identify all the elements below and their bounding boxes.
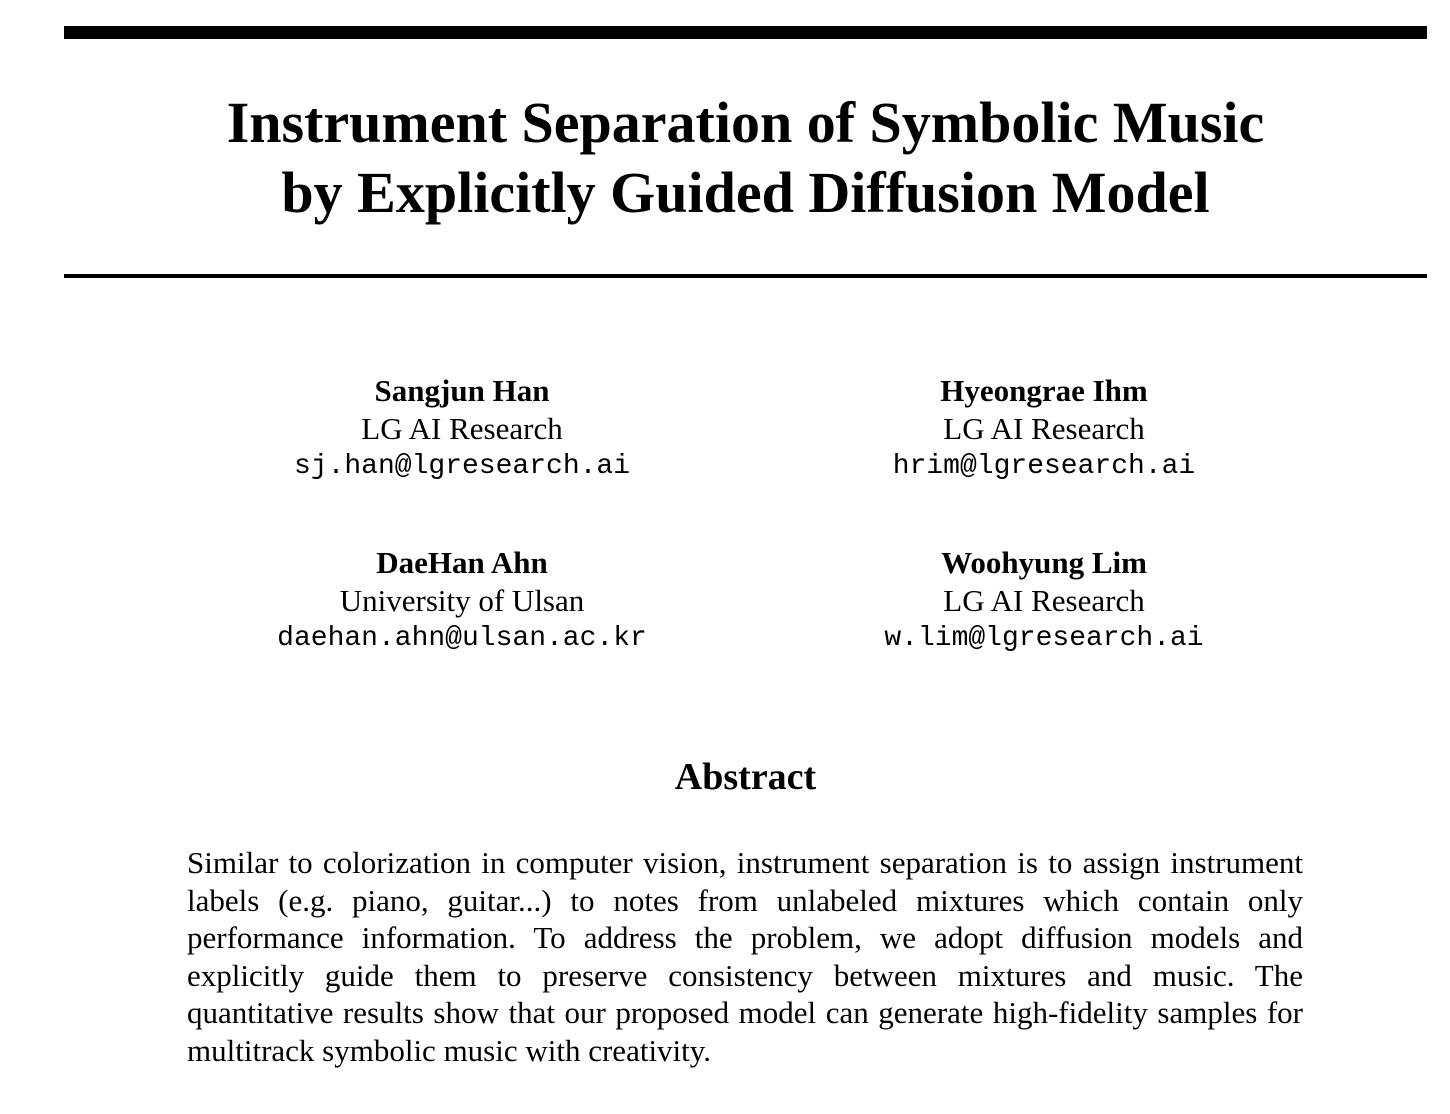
title-top-rule [64, 26, 1427, 39]
author-email: hrim@lgresearch.ai [892, 451, 1196, 482]
author-affiliation: LG AI Research [943, 411, 1145, 446]
paper-title-line-1: Instrument Separation of Symbolic Music [226, 90, 1265, 155]
paper-title [64, 88, 1427, 228]
abstract-text: Similar to colorization in computer vision, instrument separation is to assign instrument labels (e.g. piano, guitar...) to notes from unlabeled mixtures which contain only performance information. To address the problem, we adopt diffusion models and explicitly guide them to preserve consistency between mixtures and music. The quantitative results show that our proposed model can generate high-fidelity samples for multitrack symbolic music with creativity. [187, 845, 1303, 1068]
author-email: sj.han@lgresearch.ai [293, 451, 631, 482]
author-name: Woohyung Lim [941, 545, 1147, 580]
paper-title-line-2: by Explicitly Guided Diffusion Model [281, 160, 1210, 225]
author-name: Sangjun Han [374, 373, 550, 408]
author-block-4 [784, 544, 1304, 658]
author-block-2 [784, 372, 1304, 486]
author-name: Hyeongrae Ihm [940, 373, 1148, 408]
author-block-1 [202, 372, 722, 486]
author-affiliation: University of Ulsan [339, 583, 585, 618]
author-affiliation: LG AI Research [361, 411, 563, 446]
author-affiliation: LG AI Research [943, 583, 1145, 618]
abstract-heading: Abstract [674, 756, 817, 798]
author-email: daehan.ahn@ulsan.ac.kr [277, 623, 647, 654]
author-email: w.lim@lgresearch.ai [884, 623, 1204, 654]
title-bottom-rule [64, 274, 1427, 278]
author-block-3 [202, 544, 722, 658]
author-name: DaeHan Ahn [376, 545, 548, 580]
